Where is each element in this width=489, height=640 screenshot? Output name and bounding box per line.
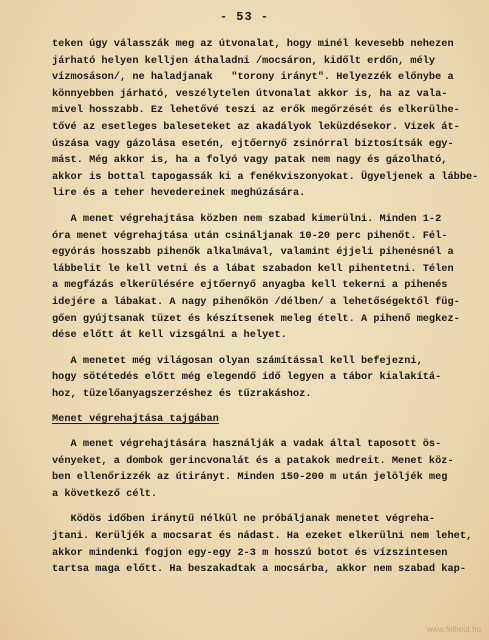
text-line: úszása vagy gázolása esetén, ejtőernyő zsinórral biztosítsák egy-: [52, 137, 454, 150]
text-line: jtani. Kerüljék a mocsarat és nádast. Ha ezeket elkerülni nem lehet,: [52, 530, 473, 543]
text-line: mivel hosszabb. Ez lehetővé teszi az erők megőrzését és elkerülhe-: [52, 104, 460, 117]
text-line: óra menet végrehajtása után csináljanak 10-20 perc pihenőt. Fél-: [52, 229, 448, 242]
paragraph-rest-stops: [52, 211, 482, 344]
text-line: a megfázás elkerülésére ejtőernyő anyagba kell tekerni a pihenés: [52, 279, 448, 292]
paragraph-finish-march: [52, 353, 482, 403]
text-line: mást. Még akkor is, ha a folyó vagy patak nem nagy és gázolható,: [52, 154, 448, 167]
text-line: teken úgy válasszák meg az útvonalat, hogy minél kevesebb nehezen: [52, 38, 454, 50]
page-number: - 53 -: [219, 10, 270, 24]
paragraph-foggy-weather: [52, 511, 482, 577]
text-line: dése előtt át kell vizsgálni a helyet.: [52, 329, 287, 342]
text-line: gően gyújtsanak tüzet és készítsenek meleg ételt. A pihenő megkez-: [52, 312, 460, 325]
text-line: idejére a lábakat. A nagy pihenőkön /délben/ a lehetőségektől füg-: [52, 295, 460, 308]
text-line: tővé az esetleges baleseteket az akadályok leküzdésekor. Vizek át-: [52, 120, 460, 133]
text-line: lábbelit le kell vetni és a lábat szabadon kell pihentetni. Télen: [52, 262, 454, 275]
text-line: hoz, tüzelőanyagszerzéshez és tűzrakáshoz.: [52, 387, 312, 400]
paragraph-taiga-paths: [52, 436, 482, 502]
document-body: [52, 36, 482, 587]
watermark: www.felhout.hu: [426, 625, 481, 634]
text-line: A menet végrehajtása közben nem szabad kimerülni. Minden 1-2: [52, 212, 442, 225]
text-line: vízmosáson/, ne haladjanak "torony irányt". Helyezzék előnybe a: [52, 71, 454, 84]
text-line: akkor is bottal tapogassák ki a fenékviszonyokat. Ügyeljenek a lábbe-: [52, 170, 479, 183]
paragraph-route-choice: [52, 36, 482, 202]
text-line: akkor mindenki fogjon egy-egy 2-3 m hosszú botot és vízszintesen: [52, 546, 448, 559]
text-line: tartsa maga előtt. Ha beszakadtak a mocsárba, akkor nem szabad kap-: [52, 563, 467, 576]
text-line: könnyebben járható, veszélytelen útvonalat akkor is, ha az vala-: [52, 87, 448, 100]
text-line: a következő célt.: [52, 487, 158, 500]
section-heading: Menet végrehajtása tajgában: [52, 413, 219, 426]
text-line: A menet végrehajtására használják a vadak által taposott ös-: [52, 438, 442, 451]
text-line: vényeket, a dombok gerincvonalát és a patakok medreit. Menet köz-: [52, 454, 454, 467]
text-line: Ködös időben iránytű nélkül ne próbáljanak menetet végreha-: [52, 513, 436, 526]
text-line: egyórás hosszabb pihenők alkalmával, valamint éjjeli pihenésnél a: [52, 246, 454, 259]
text-line: A menetet még világosan olyan számítással kell befejezni,: [52, 354, 423, 367]
text-line: járható helyen kelljen áthaladni /mocsáron, kidőlt erdőn, mély: [52, 54, 436, 67]
text-line: lire és a teher hevedereinek meghúzására.: [52, 187, 306, 200]
text-line: ben ellenőrizzék az útirányt. Minden 150-200 m után jelöljék meg: [52, 471, 448, 484]
text-line: hogy sötétedés előtt még elegendő idő legyen a tábor kialakítá-: [52, 371, 442, 384]
